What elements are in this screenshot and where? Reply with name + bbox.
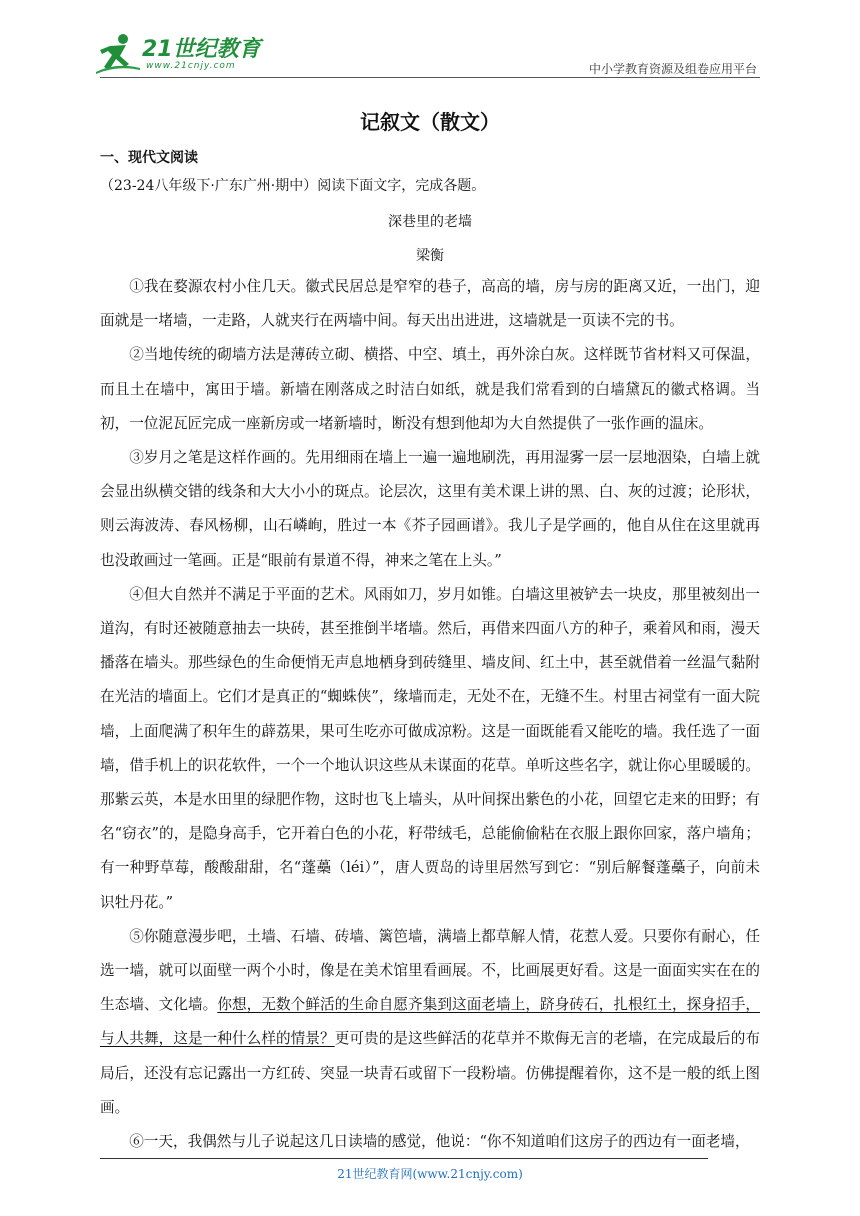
underlined-sentence: 你想，无数个鲜活的生命自愿齐集到这面老墙上，跻身砖石，扎根红土，探身招手，与人共舞，这是一种什么样的情景？ bbox=[100, 996, 760, 1048]
platform-name: 中小学教育资源及组卷应用平台 bbox=[588, 62, 757, 76]
runner-logo-icon bbox=[96, 32, 140, 74]
paragraph-5-start: ⑤你随意漫步吧，土墙、石墙、砖墙、篱笆墙，满墙上都草解人情，花惹人爱。只要你有耐心，任选一墙，就可以面壁一两个小时，像是在美术馆里看画展。不，比画展更好看。这是一面面实实在在的生态墙、文化墙。 bbox=[100, 927, 760, 1014]
logo bbox=[96, 30, 266, 76]
logo-text: 21世纪教育 bbox=[142, 37, 261, 62]
article-body bbox=[100, 270, 760, 1159]
paragraph-3: ③岁月之笔是这样作画的。先用细雨在墙上一遍一遍地刷洗，再用湿雾一层一层地洇染，白墙上就会显出纵横交错的线条和大大小小的斑点。论层次，这里有美术课上讲的黑、白、灰的过渡；论形状，则云海波涛、春风杨柳，山石嶙峋，胜过一本《芥子园画谱》。我儿子是学画的，他自从住在这里就再也没敢画过一笔画。正是“眼前有景道不得，神来之笔在上头。” bbox=[100, 449, 760, 569]
paragraph-5 bbox=[100, 920, 760, 1125]
paragraph-4: ④但大自然并不满足于平面的艺术。风雨如刀，岁月如锥。白墙这里被铲去一块皮，那里被刻出一道沟，有时还被随意抽去一块砖，甚至推倒半堵墙。然后，再借来四面八方的种子，乘着风和雨，漫天播落在墙头。那些绿色的生命便悄无声息地栖身到砖缝里、墙皮间、红土中，甚至就借着一丝温气黏附在光洁的墙面上。它们才是真正的“蜘蛛侠”，缘墙而走，无处不在，无缝不生。村里古祠堂有一面大院墙，上面爬满了积年生的薜荔果，果可生吃亦可做成凉粉。这是一面既能看又能吃的墙。我任选了一面墙，借手机上的识花软件，一个一个地认识这些从未谋面的花草。单听这些名字，就让你心里暖暖的。那紫云英，本是水田里的绿肥作物，这时也飞上墙头，从叶间探出紫色的小花，回望它走来的田野；有名“窃衣”的，是隐身高手，它开着白色的小花，籽带绒毛，总能偷偷粘在衣服上跟你回家，落户墙角；有一种野草莓，酸酸甜甜，名“蓬蘽（léi）”，唐人贾岛的诗里居然写到它：“别后解餐蓬蘽子，向前未识牡丹花。” bbox=[100, 585, 760, 911]
footer-link[interactable]: 21世纪教育网(www.21cnjy.com) bbox=[337, 1167, 523, 1181]
paragraph-5-end: 更可贵的是这些鲜活的花草并不欺侮无言的老墙，在完成最后的布局后，还没有忘记露出一方红砖、突显一块青石或留下一段粉墙。仿佛提醒着你，这不是一般的纸上图画。 bbox=[100, 1030, 760, 1116]
article-author: 梁衡 bbox=[416, 248, 444, 264]
paragraph-6: ⑥一天，我偶然与儿子说起这几日读墙的感觉，他说：“你不知道咱们这房子的西边有一面老墙， bbox=[129, 1133, 750, 1151]
paragraph-1: ①我在婺源农村小住几天。徽式民居总是窄窄的巷子，高高的墙，房与房的距离又近，一出门，迎面就是一堵墙，一走路，人就夹行在两墙中间。每天出出进进，这墙就是一页读不完的书。 bbox=[100, 278, 760, 330]
paragraph-2: ②当地传统的砌墙方法是薄砖立砌、横搭、中空、填土，再外涂白灰。这样既节省材料又可保温，而且土在墙中，寓田于墙。新墙在刚落成之时洁白如纸，就是我们常看到的白墙黛瓦的徽式格调。当初，一位泥瓦匠完成一座新房或一堵新墙时，断没有想到他却为大自然提供了一张作画的温床。 bbox=[100, 346, 760, 432]
logo-url: www.21cnjy.com bbox=[146, 61, 236, 71]
page-title: 记叙文（散文） bbox=[360, 110, 500, 134]
page-header bbox=[0, 0, 860, 80]
section-heading: 一、现代文阅读 bbox=[100, 150, 198, 166]
footer-divider bbox=[100, 1158, 708, 1159]
header-divider bbox=[100, 77, 760, 78]
article-title: 深巷里的老墙 bbox=[388, 214, 472, 230]
question-source: （23-24八年级下·广东广州·期中）阅读下面文字，完成各题。 bbox=[100, 178, 486, 194]
